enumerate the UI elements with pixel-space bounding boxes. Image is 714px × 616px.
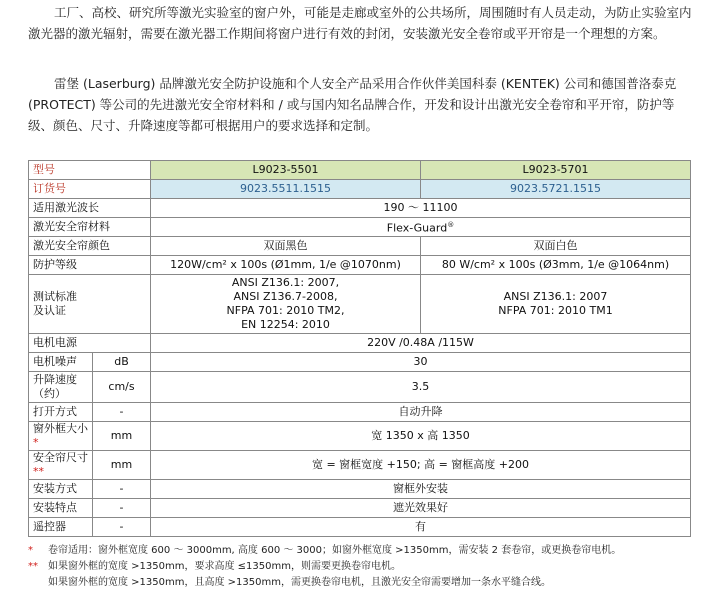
footnote-3-text: 如果窗外框的宽度 >1350mm，且高度 >1350mm，需更换卷帘电机，且激光安全帘需要增加一条水平缝合线。 [48,577,551,588]
footnote-1-mark: * [28,545,33,556]
wavelength-value: 190 ～ 11100 [151,199,691,218]
install-label: 安装方式 [29,480,93,499]
speed-value: 3.5 [151,372,691,403]
open-mode-label: 打开方式 [29,403,93,422]
wavelength-label: 适用激光波长 [29,199,151,218]
footnote-2-text: 如果窗外框的宽度 >1350mm，要求高度 ≤1350mm，则需要更换卷帘电机。 [48,561,401,572]
table-row-power [29,334,691,353]
footnotes [28,543,708,591]
table-row-install [29,480,691,499]
frame-size-label-cell [29,422,93,451]
table-row-model [29,161,691,180]
table-row-protection [29,256,691,275]
table-row-noise [29,353,691,372]
standard-1-line: EN 12254: 2010 [241,318,330,331]
power-value: 220V /0.48A /115W [151,334,691,353]
feature-label: 安装特点 [29,499,93,518]
table-row-order [29,180,691,199]
open-mode-unit: - [93,403,151,422]
intro-paragraph-1: 工厂、高校、研究所等激光实验室的窗户外，可能是走廊或室外的公共场所，周围随时有人员走动，为防止实验室内激光器的激光辐射，需要在激光器工作期间将窗户进行有效的封闭，安装激光安全卷帘或平开帘是一个理想的方案。 [28,5,692,41]
footnote-2-mark: ** [28,561,38,572]
intro-paragraph-2: 雷堡 (Laserburg) 品牌激光安全防护设施和个人安全产品采用合作伙伴美国科泰 (KENTEK) 公司和德国普洛泰克 (PROTECT) 等公司的先进激光安全帘材料和 / 或与国内知名品牌合作，开发和设计出激光安全卷帘和平开帘，防护等级、颜色、尺寸、升降速度等都可根据用户的要求选择和定制。 [28,76,677,133]
remote-unit: - [93,518,151,537]
noise-unit: dB [93,353,151,372]
spec-table [28,160,691,537]
curtain-size-unit: mm [93,451,151,480]
curtain-size-label: 安全帘尺寸 [33,451,88,464]
table-row-remote [29,518,691,537]
frame-size-star: * [33,436,39,449]
color-value-1: 双面黑色 [151,237,421,256]
speed-label-line2: （约） [33,387,66,400]
table-row-wavelength [29,199,691,218]
material-value: Flex-Guard [386,221,448,235]
table-row-curtain-size [29,451,691,480]
order-label: 订货号 [29,180,151,199]
color-value-2: 双面白色 [421,237,691,256]
footnote-2 [28,559,708,575]
curtain-size-star: ** [33,465,44,478]
footnote-1-text: 卷帘适用：窗外框宽度 600 ～ 3000mm, 高度 600 ～ 3000；如窗外框宽度 >1350mm，需安装 2 套卷帘，或更换卷帘电机。 [48,545,622,556]
protection-value-2: 80 W/cm² x 100s (Ø3mm, 1/e @1064nm) [421,256,691,275]
remote-label: 遥控器 [29,518,93,537]
order-value-1: 9023.5511.1515 [151,180,421,199]
table-row-frame-size [29,422,691,451]
order-value-2: 9023.5721.1515 [421,180,691,199]
material-value-cell [151,218,691,237]
protection-label: 防护等级 [29,256,151,275]
table-row-speed [29,372,691,403]
model-label: 型号 [29,161,151,180]
protection-value-1: 120W/cm² x 100s (Ø1mm, 1/e @1070nm) [151,256,421,275]
table-row-open-mode [29,403,691,422]
speed-unit: cm/s [93,372,151,403]
install-value: 窗框外安装 [151,480,691,499]
standard-1-line: NFPA 701: 2010 TM2, [226,304,345,317]
power-label: 电机电源 [29,334,151,353]
standard-1-line: ANSI Z136.7-2008, [233,290,338,303]
frame-size-value: 宽 1350 x 高 1350 [151,422,691,451]
open-mode-value: 自动升降 [151,403,691,422]
speed-label-cell [29,372,93,403]
speed-label-line1: 升降速度 [33,373,77,386]
table-row-standard [29,275,691,334]
remote-value: 有 [151,518,691,537]
table-row-material [29,218,691,237]
standard-1-line: ANSI Z136.1: 2007, [231,276,340,289]
registered-mark: ® [447,221,455,230]
curtain-size-value: 宽 = 窗框宽度 +150; 高 = 窗框高度 +200 [151,451,691,480]
install-unit: - [93,480,151,499]
standard-value-2 [421,275,691,334]
standard-2-line: NFPA 701: 2010 TM1 [498,304,613,317]
model-value-1: L9023-5501 [151,161,421,180]
standard-label-line2: 及认证 [33,304,66,317]
standard-value-1 [151,275,421,334]
color-label: 激光安全帘颜色 [29,237,151,256]
feature-unit: - [93,499,151,518]
standard-label-cell [29,275,151,334]
material-label: 激光安全帘材料 [29,218,151,237]
footnote-1 [28,543,708,559]
standard-label-line1: 测试标准 [33,290,77,303]
table-row-color [29,237,691,256]
frame-size-label: 窗外框大小 [33,422,88,435]
model-value-2: L9023-5701 [421,161,691,180]
curtain-size-label-cell [29,451,93,480]
frame-size-unit: mm [93,422,151,451]
table-row-feature [29,499,691,518]
standard-2-line: ANSI Z136.1: 2007 [503,290,608,303]
footnote-3 [28,575,708,591]
noise-label: 电机噪声 [29,353,93,372]
noise-value: 30 [151,353,691,372]
feature-value: 遮光效果好 [151,499,691,518]
